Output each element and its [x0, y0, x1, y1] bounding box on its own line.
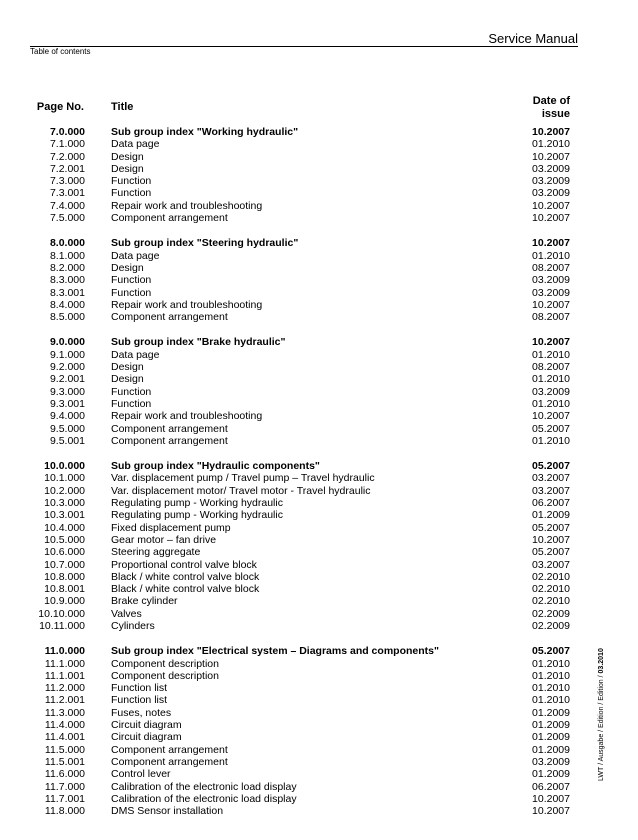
toc-row: [0, 719, 638, 731]
toc-page-number: 11.4.001: [44, 731, 85, 744]
toc-page-number: 10.3.000: [44, 497, 85, 510]
column-header-date-line2: issue: [541, 108, 570, 120]
toc-row: [0, 509, 638, 521]
toc-row: [0, 435, 638, 447]
toc-issue-date: 03.2007: [532, 558, 570, 571]
toc-row: [0, 299, 638, 311]
toc-title: Component description: [111, 657, 219, 670]
toc-page-number: 9.3.000: [49, 385, 85, 398]
toc-title: Component arrangement: [111, 422, 228, 435]
toc-page-number: 10.0.000: [44, 460, 85, 473]
toc-row: [0, 744, 638, 756]
toc-issue-date: 05.2007: [532, 645, 570, 658]
toc-page-number: 11.0.000: [44, 645, 85, 658]
toc-page-number: 9.2.000: [49, 361, 85, 374]
toc-title: Component arrangement: [111, 743, 228, 756]
toc-issue-date: 02.2010: [532, 595, 570, 608]
toc-page-number: 9.4.000: [49, 410, 85, 423]
toc-page-number: 11.1.001: [44, 669, 85, 682]
toc-title: Component arrangement: [111, 212, 228, 225]
toc-issue-date: 01.2010: [532, 348, 570, 361]
toc-issue-date: 03.2009: [532, 755, 570, 768]
toc-row: [0, 559, 638, 571]
toc-page-number: 9.2.001: [49, 373, 85, 386]
toc-title: Fuses, notes: [111, 706, 172, 719]
toc-title: Circuit diagram: [111, 731, 182, 744]
toc-issue-date: 06.2007: [532, 780, 570, 793]
toc-title: Sub group index "Electrical system – Diagrams and components": [111, 645, 439, 658]
toc-row: [0, 583, 638, 595]
toc-row: [0, 522, 638, 534]
toc-group-heading-row: [0, 645, 638, 657]
toc-page-number: 8.4.000: [49, 298, 85, 311]
toc-title: Circuit diagram: [111, 719, 182, 732]
toc-issue-date: 02.2010: [532, 570, 570, 583]
toc-issue-date: 08.2007: [532, 311, 570, 324]
toc-issue-date: 01.2010: [532, 373, 570, 386]
toc-row: [0, 595, 638, 607]
toc-row: [0, 571, 638, 583]
toc-issue-date: 05.2007: [532, 546, 570, 559]
toc-title: Var. displacement pump / Travel pump – Travel hydraulic: [111, 472, 375, 485]
toc-issue-date: 08.2007: [532, 361, 570, 374]
toc-row: [0, 472, 638, 484]
toc-issue-date: 05.2007: [532, 460, 570, 473]
toc-row: [0, 163, 638, 175]
column-header-title: Title: [111, 101, 134, 113]
toc-issue-date: 10.2007: [532, 212, 570, 225]
toc-issue-date: 01.2010: [532, 434, 570, 447]
toc-issue-date: 01.2009: [532, 719, 570, 732]
toc-title: Component arrangement: [111, 311, 228, 324]
toc-title: Function: [111, 286, 152, 299]
toc-title: Component arrangement: [111, 434, 228, 447]
edition-note-text: LWT / Ausgabe / Edition / Edition /: [598, 673, 605, 781]
toc-title: Cylinders: [111, 619, 155, 632]
toc-title: Valves: [111, 607, 142, 620]
toc-page-number: 10.7.000: [44, 558, 85, 571]
toc-title: Regulating pump - Working hydraulic: [111, 497, 283, 510]
toc-issue-date: 10.2007: [532, 298, 570, 311]
section-label: Table of contents: [30, 47, 91, 56]
toc-group: [0, 237, 638, 323]
toc-row: [0, 682, 638, 694]
toc-group: [0, 645, 638, 817]
toc-page-number: 11.2.001: [44, 694, 85, 707]
column-header-date-line1: Date of: [532, 95, 570, 107]
toc-page-number: 9.3.001: [49, 397, 85, 410]
toc-issue-date: 01.2009: [532, 731, 570, 744]
toc-issue-date: 05.2007: [532, 422, 570, 435]
toc-page-number: 11.5.001: [44, 755, 85, 768]
toc-issue-date: 08.2007: [532, 261, 570, 274]
toc-row: [0, 262, 638, 274]
toc-title: Sub group index "Hydraulic components": [111, 460, 320, 473]
toc-row: [0, 274, 638, 286]
toc-page-number: 11.7.000: [44, 780, 85, 793]
toc-title: Calibration of the electronic load display: [111, 792, 297, 805]
toc-row: [0, 658, 638, 670]
toc-page-number: 9.5.000: [49, 422, 85, 435]
toc-title: Data page: [111, 249, 160, 262]
toc-title: Function: [111, 397, 152, 410]
edition-note: [597, 648, 606, 781]
toc-page-number: 8.5.000: [49, 311, 85, 324]
toc-title: Function list: [111, 694, 168, 707]
toc-page-number: 7.2.001: [49, 162, 85, 175]
toc-page-number: 10.11.000: [39, 619, 85, 632]
toc-row: [0, 151, 638, 163]
toc-issue-date: 01.2009: [532, 706, 570, 719]
toc-issue-date: 01.2010: [532, 694, 570, 707]
toc-issue-date: 01.2010: [532, 682, 570, 695]
toc-page-number: 10.8.000: [44, 570, 85, 583]
toc-page-number: 10.1.000: [44, 472, 85, 485]
column-header-date: [490, 95, 570, 121]
toc-title: Black / white control valve block: [111, 583, 260, 596]
toc-issue-date: 03.2009: [532, 187, 570, 200]
toc-issue-date: 10.2007: [532, 150, 570, 163]
toc-row: [0, 386, 638, 398]
toc-page-number: 11.8.000: [44, 805, 85, 818]
toc-page-number: 11.5.000: [44, 743, 85, 756]
toc-page-number: 10.2.000: [44, 484, 85, 497]
toc-row: [0, 361, 638, 373]
toc-issue-date: 01.2010: [532, 669, 570, 682]
toc-issue-date: 01.2010: [532, 249, 570, 262]
toc-page-number: 10.5.000: [44, 533, 85, 546]
toc-title: Component arrangement: [111, 755, 228, 768]
toc-group-heading-row: [0, 336, 638, 348]
toc-page-number: 11.4.000: [44, 719, 85, 732]
toc-issue-date: 03.2009: [532, 175, 570, 188]
toc-page-number: 11.7.001: [44, 792, 85, 805]
toc-title: Design: [111, 150, 144, 163]
toc-row: [0, 373, 638, 385]
toc-title: Black / white control valve block: [111, 570, 260, 583]
toc-page-number: 8.1.000: [49, 249, 85, 262]
toc-issue-date: 10.2007: [532, 237, 570, 250]
toc-title: Design: [111, 373, 144, 386]
toc-title: Sub group index "Steering hydraulic": [111, 237, 299, 250]
toc-issue-date: 02.2010: [532, 583, 570, 596]
toc-issue-date: 03.2009: [532, 286, 570, 299]
toc-issue-date: 10.2007: [532, 126, 570, 138]
toc-issue-date: 03.2009: [532, 274, 570, 287]
toc-title: Function: [111, 175, 152, 188]
toc-title: Sub group index "Brake hydraulic": [111, 336, 286, 349]
toc-issue-date: 10.2007: [532, 199, 570, 212]
toc-page-number: 10.9.000: [44, 595, 85, 608]
toc-title: Repair work and troubleshooting: [111, 298, 263, 311]
toc-page-number: 8.3.001: [49, 286, 85, 299]
toc-row: [0, 200, 638, 212]
toc-page-number: 11.6.000: [44, 768, 85, 781]
toc-row: [0, 398, 638, 410]
toc-issue-date: 10.2007: [532, 805, 570, 818]
toc-title: Data page: [111, 138, 160, 151]
toc-page-number: 10.6.000: [44, 546, 85, 559]
toc-issue-date: 03.2007: [532, 472, 570, 485]
toc-group: [0, 336, 638, 447]
toc-issue-date: 03.2009: [532, 162, 570, 175]
toc-issue-date: 10.2007: [532, 792, 570, 805]
toc-row: [0, 250, 638, 262]
toc-row: [0, 410, 638, 422]
toc-title: Function: [111, 274, 152, 287]
toc-title: Control lever: [111, 768, 171, 781]
toc-title: Function: [111, 187, 152, 200]
toc-row: [0, 349, 638, 361]
toc-row: [0, 793, 638, 805]
toc-issue-date: 10.2007: [532, 533, 570, 546]
toc-issue-date: 01.2010: [532, 138, 570, 151]
toc-title: Repair work and troubleshooting: [111, 199, 263, 212]
toc-page-number: 8.3.000: [49, 274, 85, 287]
toc-title: Repair work and troubleshooting: [111, 410, 263, 423]
toc-title: Component description: [111, 669, 219, 682]
toc-title: Function list: [111, 682, 168, 695]
toc-row: [0, 175, 638, 187]
table-of-contents: [0, 126, 638, 830]
toc-page-number: 9.1.000: [49, 348, 85, 361]
toc-title: Design: [111, 361, 144, 374]
toc-page-number: 7.2.000: [49, 150, 85, 163]
header-divider: [30, 46, 578, 47]
toc-page-number: 7.4.000: [49, 199, 85, 212]
column-header-page: Page No.: [36, 101, 84, 113]
toc-title: Sub group index "Working hydraulic": [111, 126, 299, 138]
toc-row: [0, 707, 638, 719]
toc-title: Calibration of the electronic load display: [111, 780, 297, 793]
toc-page-number: 7.0.000: [49, 126, 85, 138]
toc-page-number: 7.3.001: [49, 187, 85, 200]
toc-row: [0, 138, 638, 150]
edition-note-date: 03.2010: [598, 648, 605, 674]
toc-row: [0, 187, 638, 199]
toc-issue-date: 01.2009: [532, 743, 570, 756]
toc-page-number: 10.8.001: [44, 583, 85, 596]
toc-issue-date: 01.2010: [532, 657, 570, 670]
toc-group-heading-row: [0, 126, 638, 138]
toc-issue-date: 03.2007: [532, 484, 570, 497]
toc-page-number: 7.3.000: [49, 175, 85, 188]
toc-page-number: 8.0.000: [49, 237, 85, 250]
toc-page-number: 10.3.001: [44, 509, 85, 522]
toc-row: [0, 534, 638, 546]
toc-row: [0, 781, 638, 793]
toc-title: Data page: [111, 348, 160, 361]
toc-title: Function: [111, 385, 152, 398]
toc-row: [0, 670, 638, 682]
toc-title: Proportional control valve block: [111, 558, 257, 571]
toc-title: Design: [111, 162, 144, 175]
toc-issue-date: 02.2009: [532, 607, 570, 620]
toc-row: [0, 212, 638, 224]
toc-row: [0, 311, 638, 323]
toc-row: [0, 768, 638, 780]
toc-group: [0, 126, 638, 224]
toc-title: Gear motor – fan drive: [111, 533, 217, 546]
toc-page-number: 9.5.001: [49, 434, 85, 447]
toc-row: [0, 756, 638, 768]
toc-page-number: 10.10.000: [38, 607, 85, 620]
toc-issue-date: 01.2009: [532, 509, 570, 522]
toc-title: Steering aggregate: [111, 546, 201, 559]
toc-issue-date: 06.2007: [532, 497, 570, 510]
toc-group-heading-row: [0, 237, 638, 249]
toc-page-number: 8.2.000: [49, 261, 85, 274]
toc-title: Var. displacement motor/ Travel motor - Travel hydraulic: [111, 484, 371, 497]
toc-page-number: 11.2.000: [44, 682, 85, 695]
toc-issue-date: 05.2007: [532, 521, 570, 534]
toc-issue-date: 10.2007: [532, 336, 570, 349]
toc-page-number: 7.5.000: [49, 212, 85, 225]
toc-page-number: 7.1.000: [49, 138, 85, 151]
toc-title: Fixed displacement pump: [111, 521, 231, 534]
toc-title: Design: [111, 261, 144, 274]
toc-issue-date: 01.2009: [532, 768, 570, 781]
document-title: Service Manual: [488, 31, 578, 46]
toc-title: DMS Sensor installation: [111, 805, 224, 818]
toc-page-number: 9.0.000: [49, 336, 85, 349]
toc-group-heading-row: [0, 460, 638, 472]
toc-row: [0, 546, 638, 558]
toc-title: Brake cylinder: [111, 595, 178, 608]
toc-group: [0, 460, 638, 632]
toc-page-number: 10.4.000: [44, 521, 85, 534]
toc-page-number: 11.1.000: [44, 657, 85, 670]
toc-row: [0, 497, 638, 509]
toc-row: [0, 485, 638, 497]
toc-issue-date: 01.2010: [532, 397, 570, 410]
toc-issue-date: 02.2009: [532, 619, 570, 632]
toc-issue-date: 03.2009: [532, 385, 570, 398]
toc-row: [0, 608, 638, 620]
toc-row: [0, 620, 638, 632]
toc-row: [0, 287, 638, 299]
toc-row: [0, 731, 638, 743]
toc-issue-date: 10.2007: [532, 410, 570, 423]
toc-title: Regulating pump - Working hydraulic: [111, 509, 283, 522]
toc-row: [0, 694, 638, 706]
toc-page-number: 11.3.000: [44, 706, 85, 719]
toc-row: [0, 423, 638, 435]
toc-row: [0, 805, 638, 817]
